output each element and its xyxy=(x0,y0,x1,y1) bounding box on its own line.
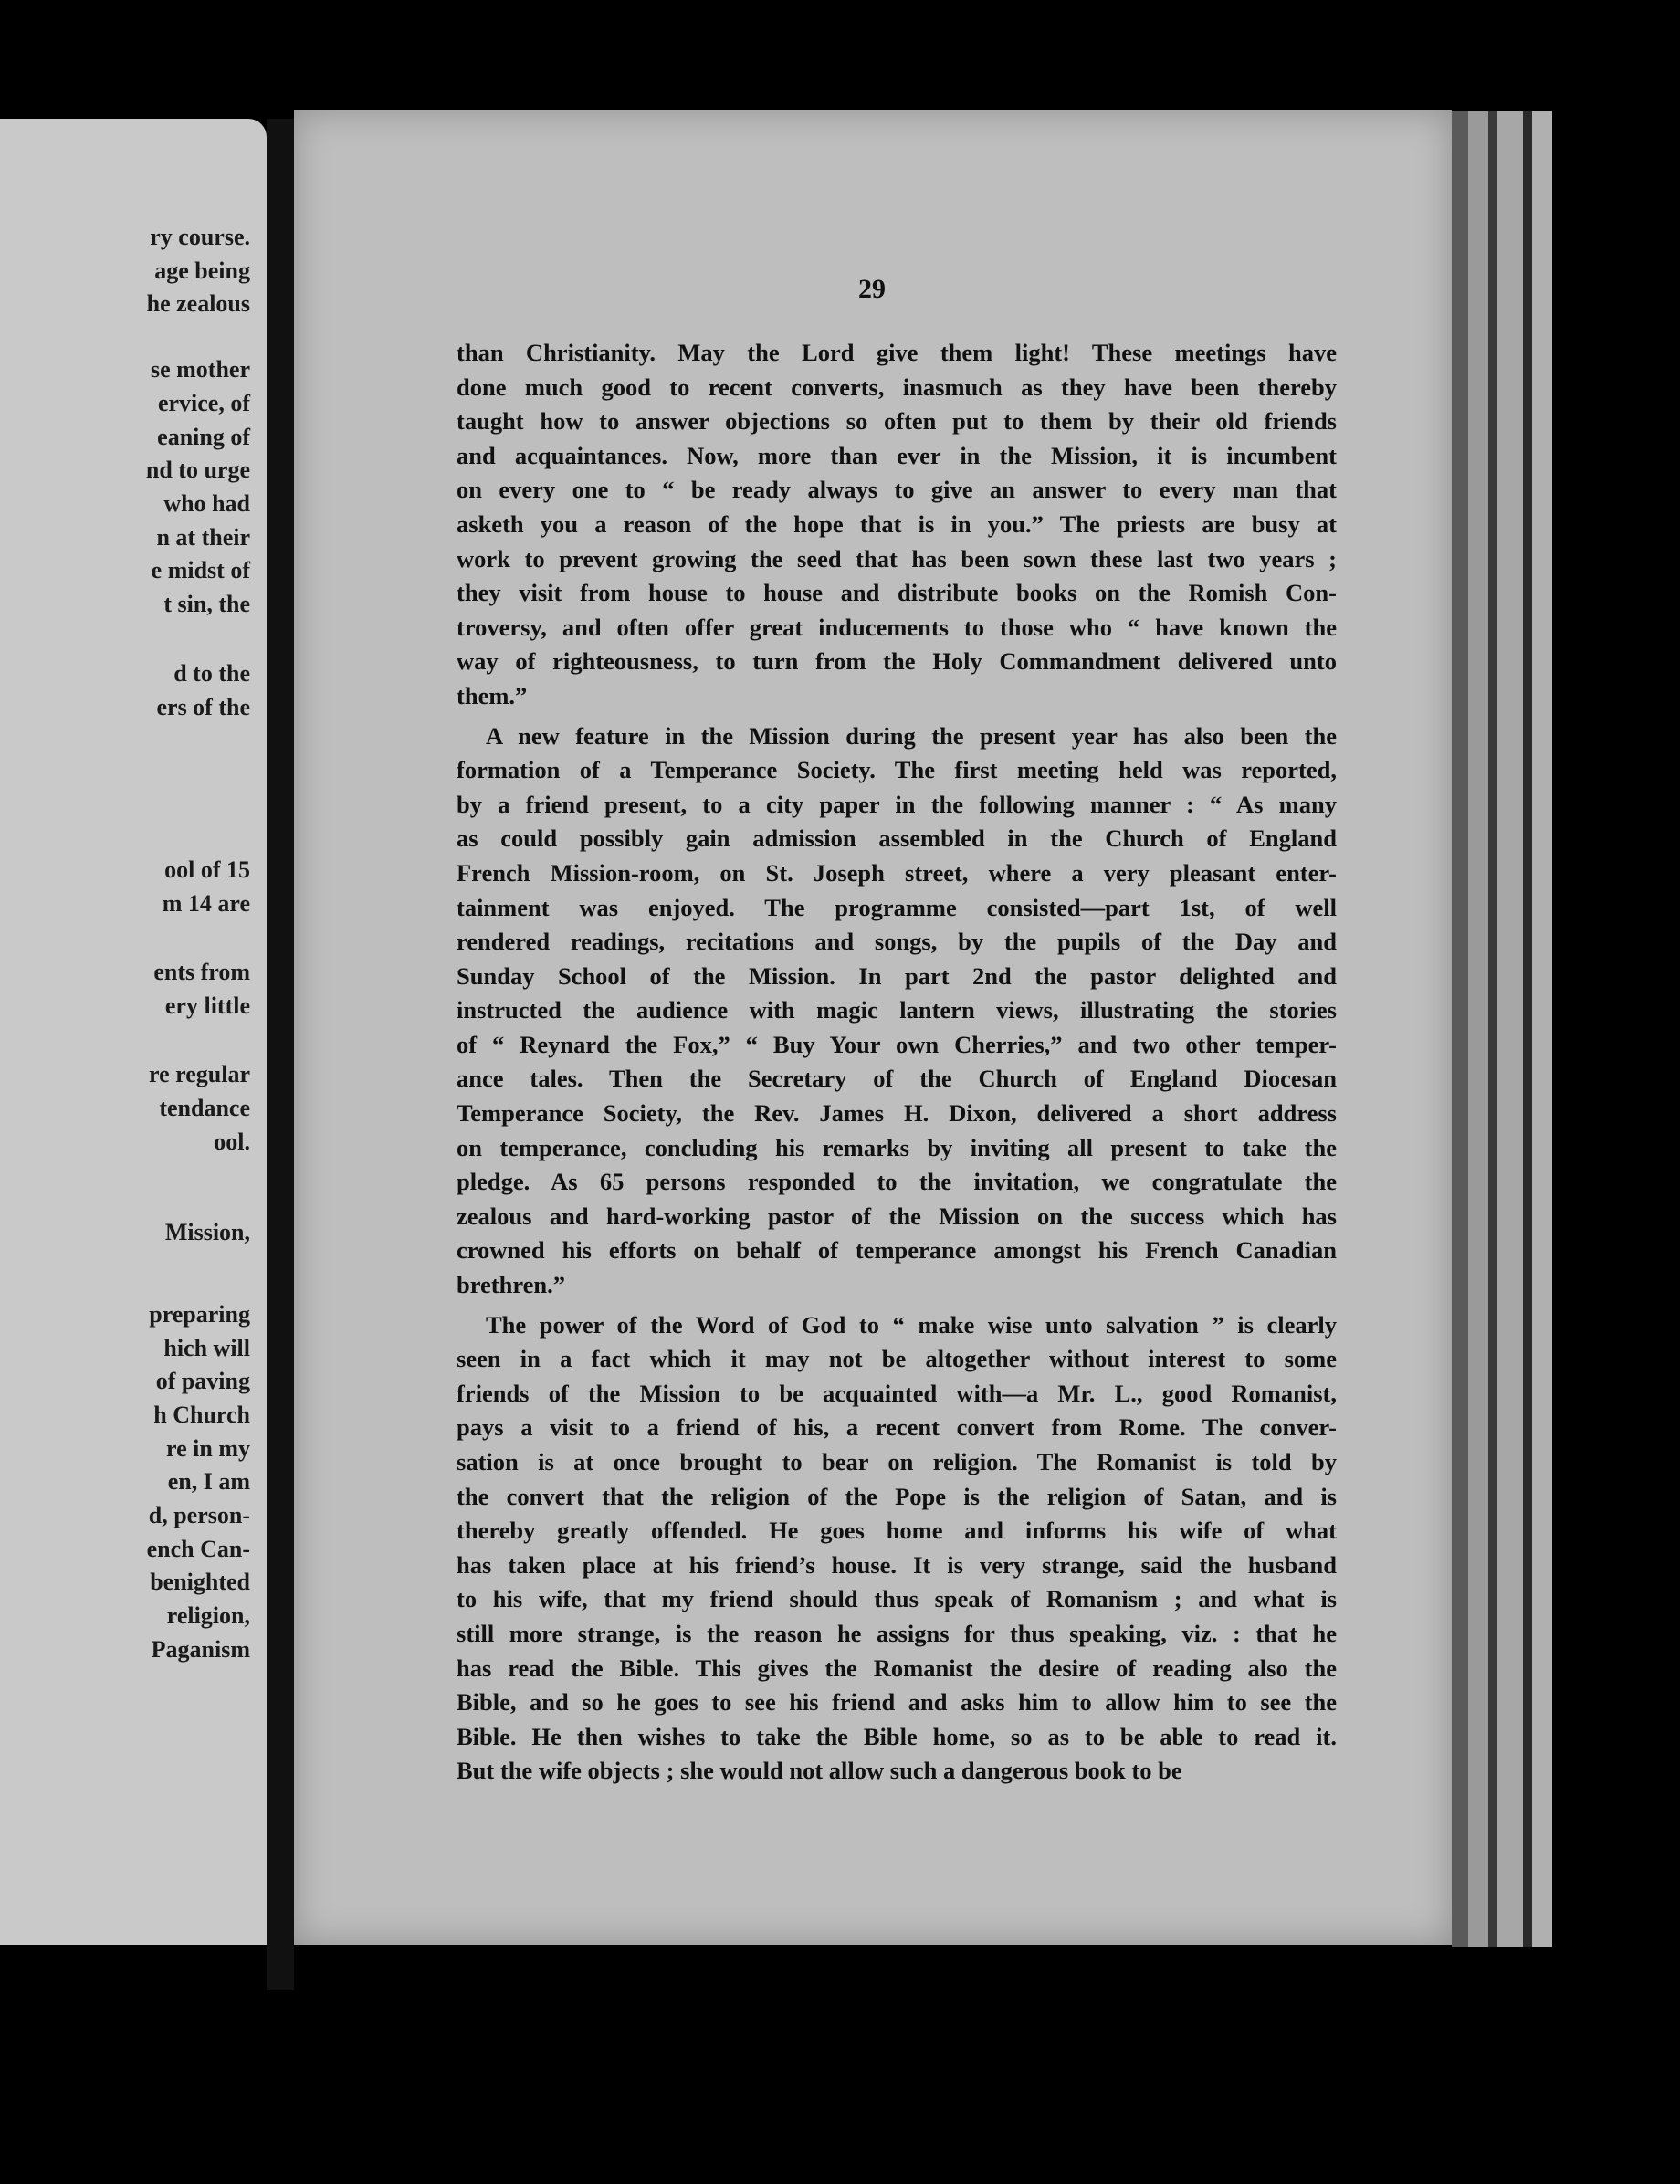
paragraph xyxy=(457,1308,1337,1789)
text-line: to his wife, that my friend should thus speak of Romanism ; and what is xyxy=(457,1585,1337,1613)
left-page-line: d, person- xyxy=(148,1502,250,1528)
left-page-line: tendance xyxy=(159,1095,250,1121)
page-edge xyxy=(1452,111,1468,1947)
text-line: Bible. He then wishes to take the Bible home, so as to be able to read it. xyxy=(457,1722,1337,1750)
text-line: A new feature in the Mission during the present year has also been the xyxy=(486,721,1337,750)
left-page-line: re in my xyxy=(166,1435,250,1462)
text-line: the convert that the religion of the Pope is the religion of Satan, and is xyxy=(457,1482,1337,1510)
left-page-line: ery little xyxy=(164,992,250,1019)
text-line: crowned his efforts on behalf of temperance amongst his French Canadian xyxy=(457,1236,1337,1265)
left-page-line: nd to urge xyxy=(145,457,250,483)
left-page-line: re regular xyxy=(149,1061,250,1087)
left-page-line: e midst of xyxy=(151,557,250,583)
left-page-line: hich will xyxy=(163,1335,250,1361)
left-page-line: se mother xyxy=(150,356,250,383)
page-body-text xyxy=(457,336,1337,1794)
left-page-line: religion, xyxy=(166,1602,250,1629)
page-edge xyxy=(1532,111,1552,1947)
text-line: The power of the Word of God to “ make wise unto salvation ” is clearly xyxy=(486,1310,1337,1339)
text-line: seen in a fact which it may not be altogether without interest to some xyxy=(457,1345,1337,1373)
left-page-line: of paving xyxy=(155,1368,250,1394)
text-line: work to prevent growing the seed that has been sown these last two years ; xyxy=(457,544,1337,572)
text-line: by a friend present, to a city paper in the following manner : “ As many xyxy=(457,790,1337,818)
left-page-line: he zealous xyxy=(146,290,250,317)
left-page-line: age being xyxy=(154,257,250,284)
left-page-line: who had xyxy=(163,490,250,517)
page-edge xyxy=(1468,111,1488,1947)
text-line: and acquaintances. Now, more than ever in the Mission, it is incumbent xyxy=(457,441,1337,469)
left-page-line: ervice, of xyxy=(157,390,250,416)
left-page-line: t sin, the xyxy=(163,591,250,617)
text-line: taught how to answer objections so often put to them by their old friends xyxy=(457,407,1337,436)
text-line: brethren.” xyxy=(457,1271,566,1299)
book-gutter xyxy=(267,119,294,1990)
left-page-line: ents from xyxy=(153,959,250,985)
text-line: of “ Reynard the Fox,” “ Buy Your own Cherries,” and two other temper- xyxy=(457,1030,1337,1058)
text-line: way of righteousness, to turn from the Holy Commandment delivered unto xyxy=(457,647,1337,676)
text-line: has taken place at his friend’s house. It is very strange, said the husband xyxy=(457,1550,1337,1579)
text-line: they visit from house to house and distribute books on the Romish Con- xyxy=(457,579,1337,607)
left-page-line: ry course. xyxy=(150,224,250,250)
text-line: on temperance, concluding his remarks by inviting all present to take the xyxy=(457,1133,1337,1161)
page-edge xyxy=(1488,111,1497,1947)
page-edge xyxy=(1497,111,1523,1947)
left-page-line: h Church xyxy=(153,1402,250,1428)
left-page-line: ool of 15 xyxy=(164,856,250,883)
text-line: Temperance Society, the Rev. James H. Dixon, delivered a short address xyxy=(457,1099,1337,1128)
text-line: Sunday School of the Mission. In part 2nd the pastor delighted and xyxy=(457,961,1337,990)
left-page-line: n at their xyxy=(156,524,250,551)
text-line: French Mission-room, on St. Joseph street, where a very pleasant enter- xyxy=(457,858,1337,887)
text-line: tainment was enjoyed. The programme consisted—part 1st, of well xyxy=(457,893,1337,921)
text-line: still more strange, is the reason he assigns for thus speaking, viz. : that he xyxy=(457,1619,1337,1647)
left-page-line: benighted xyxy=(150,1569,250,1595)
text-line: instructed the audience with magic lantern views, illustrating the stories xyxy=(457,996,1337,1024)
text-line: But the wife objects ; she would not allow such a dangerous book to be xyxy=(457,1757,1182,1785)
page-edge xyxy=(1523,111,1532,1947)
text-line: pledge. As 65 persons responded to the invitation, we congratulate the xyxy=(457,1168,1337,1196)
page-number: 29 xyxy=(858,274,886,304)
left-page-line: m 14 are xyxy=(162,890,250,917)
left-page-line: en, I am xyxy=(167,1468,250,1495)
paragraph xyxy=(457,336,1337,714)
text-line: formation of a Temperance Society. The first meeting held was reported, xyxy=(457,756,1337,784)
text-line: troversy, and often offer great inducements to those who “ have known the xyxy=(457,613,1337,641)
text-line: as could possibly gain admission assembled in the Church of England xyxy=(457,824,1337,853)
left-page-line: eaning of xyxy=(157,424,250,450)
paragraph xyxy=(457,719,1337,1303)
left-page-line: ool. xyxy=(214,1129,250,1155)
text-line: pays a visit to a friend of his, a recent convert from Rome. The conver- xyxy=(457,1413,1337,1442)
text-line: done much good to recent converts, inasmuch as they have been thereby xyxy=(457,373,1337,401)
text-line: Bible, and so he goes to see his friend and asks him to allow him to see the xyxy=(457,1688,1337,1717)
text-line: has read the Bible. This gives the Romanist the desire of reading also the xyxy=(457,1654,1337,1682)
text-line: them.” xyxy=(457,681,528,709)
text-line: asketh you a reason of the hope that is in you.” The priests are busy at xyxy=(457,509,1337,538)
text-line: rendered readings, recitations and songs, by the pupils of the Day and xyxy=(457,928,1337,956)
text-line: on every one to “ be ready always to give an answer to every man that xyxy=(457,476,1337,504)
text-line: thereby greatly offended. He goes home and informs his wife of what xyxy=(457,1517,1337,1545)
left-page-line: Mission, xyxy=(164,1219,250,1245)
left-page-line: preparing xyxy=(149,1301,250,1328)
text-line: sation is at once brought to bear on religion. The Romanist is told by xyxy=(457,1448,1337,1475)
text-line: than Christianity. May the Lord give them light! These meetings have xyxy=(457,339,1337,366)
text-line: zealous and hard-working pastor of the Mission on the success which has xyxy=(457,1202,1337,1230)
left-page xyxy=(0,119,267,1945)
left-page-line: Paganism xyxy=(151,1636,250,1663)
left-page-line: ench Can- xyxy=(146,1536,250,1562)
text-line: ance tales. Then the Secretary of the Church of England Diocesan xyxy=(457,1065,1337,1093)
left-page-line: d to the xyxy=(173,660,250,687)
left-page-line: ers of the xyxy=(156,694,250,720)
text-line: friends of the Mission to be acquainted with—a Mr. L., good Romanist, xyxy=(457,1379,1337,1407)
